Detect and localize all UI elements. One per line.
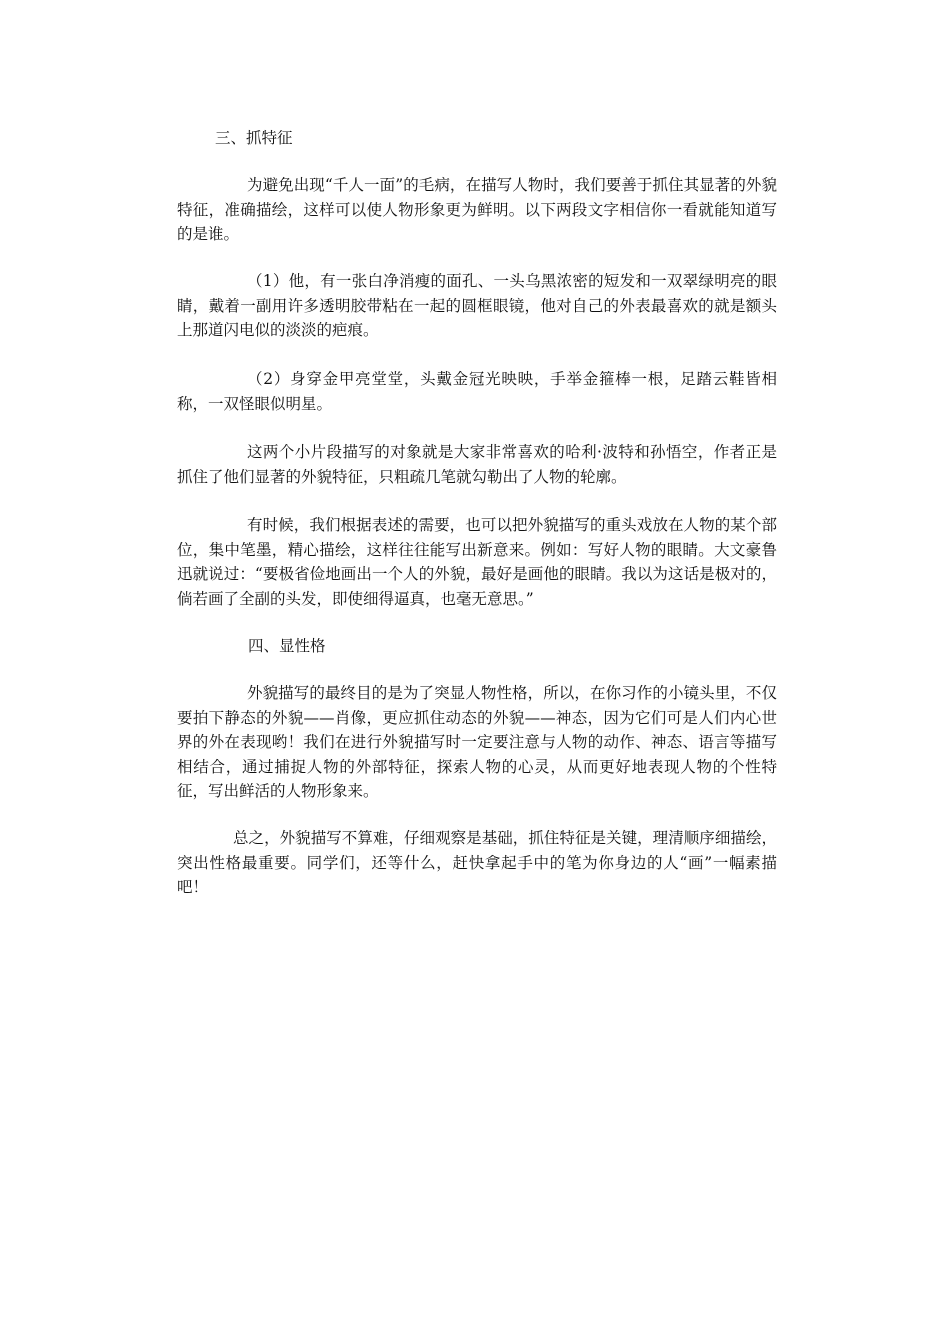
paragraph-personality: 外貌描写的最终目的是为了突显人物性格，所以，在你习作的小镜头里，不仅要拍下静态的外貌——肖像，更应抓住动态的外貌——神态，因为它们可是人们内心世界的外在表现哟！我们在进行外貌描写时一定要注意与人物的动作、神态、语言等描写相结合，通过捕捉人物的外部特征，探索人物的心灵，从而更好地表现人物的个性特征，写出鲜活的人物形象来。 bbox=[177, 684, 777, 800]
paragraph-example-harry: （1）他，有一张白净消瘦的面孔、一头乌黑浓密的短发和一双翠绿明亮的眼睛，戴着一副用许多透明胶带粘在一起的圆框眼镜，他对自己的外表最喜欢的就是额头上那道闪电似的淡淡的疤痕。 bbox=[177, 272, 777, 339]
paragraph-focus-eyes: 有时候，我们根据表述的需要，也可以把外貌描写的重头戏放在人物的某个部位，集中笔墨，精心描绘，这样往往能写出新意来。例如：写好人物的眼睛。大文豪鲁迅就说过：“要极省俭地画出一个人的外貌，最好是画他的眼睛。我以为这话是极对的，倘若画了全副的头发，即使细得逼真，也毫无意思。” bbox=[177, 516, 777, 608]
paragraph-conclusion: 总之，外貌描写不算难，仔细观察是基础，抓住特征是关键，理清顺序细描绘，突出性格最重要。同学们，还等什么，赶快拿起手中的笔为你身边的人“画”一幅素描吧！ bbox=[177, 829, 777, 896]
paragraph-intro: 为避免出现“千人一面”的毛病，在描写人物时，我们要善于抓住其显著的外貌特征，准确描绘，这样可以使人物形象更为鲜明。以下两段文字相信你一看就能知道写的是谁。 bbox=[177, 176, 777, 243]
section-heading-show-personality: 四、显性格 bbox=[248, 637, 326, 655]
paragraph-analysis: 这两个小片段描写的对象就是大家非常喜欢的哈利·波特和孙悟空，作者正是抓住了他们显著的外貌特征，只粗疏几笔就勾勒出了人物的轮廓。 bbox=[177, 443, 777, 486]
section-heading-grasp-features: 三、抓特征 bbox=[215, 129, 293, 147]
paragraph-example-wukong: （2）身穿金甲亮堂堂，头戴金冠光映映，手举金箍棒一根，足踏云鞋皆相称，一双怪眼似明星。 bbox=[177, 370, 777, 413]
